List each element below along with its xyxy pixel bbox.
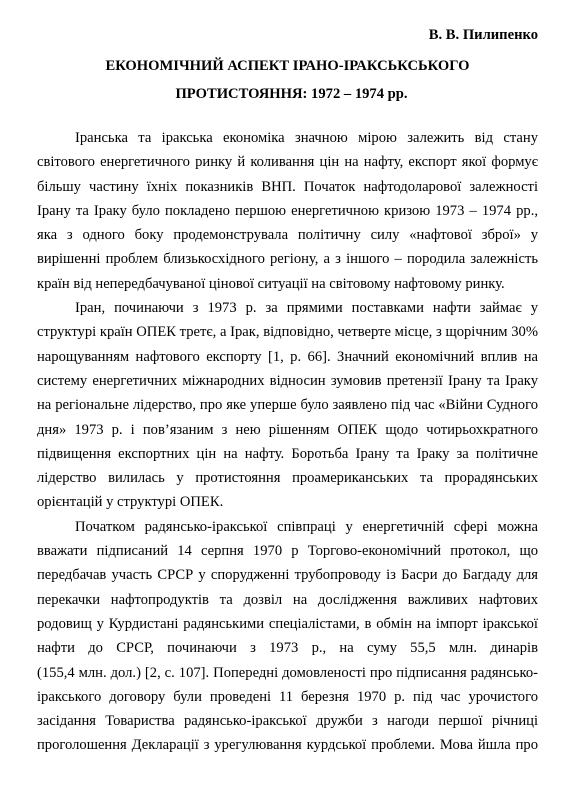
- text-line: Іран, починаючи з 1973 р. за прямими поставками нафти займає у: [75, 300, 538, 317]
- text-line: Ірану та Іраку було покладено першою енергетичною кризою 1973 – 1974 рр.,: [37, 202, 538, 219]
- article-body: [37, 126, 538, 758]
- author-name: В. В. Пилипенко: [428, 27, 538, 43]
- text-line: Іранська та іракська економіка значною мірою залежить від стану: [75, 130, 538, 146]
- text-line: підвищення експортних цін на нафту. Боротьба Ірану та Іраку за політичне: [37, 445, 538, 462]
- text-line: перекачки нафтопродуктів та дозвіл на дослідження важливих нафтових: [37, 591, 538, 608]
- text-line: засідання Товариства радянсько-іракської дружби з нагоди першої річниці: [37, 713, 538, 730]
- paragraph: [37, 296, 538, 515]
- text-line: вирішенні проблем близькосхідного регіону, а з іншого – породила залежність: [37, 251, 538, 268]
- text-line: вважати підписаний 14 серпня 1970 р Торгово-економічний протокол, що: [37, 543, 538, 560]
- text-line: дня» 1973 р. і пов’язаним з нею рішенням ОПЕК щодо чотирьохкратного: [37, 421, 538, 438]
- text-line: лідерство вилилась у протистояння проамериканських та прорадянських: [37, 470, 538, 487]
- text-line: іракського договору були проведені 11 березня 1970 р. під час урочистого: [37, 688, 538, 705]
- text-line: Початком радянсько-іракської співпраці у енергетичній сфері можна: [75, 518, 538, 535]
- title-line: ЕКОНОМІЧНИЙ АСПЕКТ ІРАНО-ІРАКСЬКСЬКОГО: [105, 58, 470, 74]
- text-line: більшу частину їхніх показників ВНП. Початок нафтодоларової залежності: [37, 178, 538, 195]
- text-line: родовищ у Курдистані радянськими спеціалістами, в обмін на імпорт іракської: [37, 615, 538, 632]
- text-line: нарощуванням нафтового експорту [1, р. 66]. Значний економічний вплив на: [37, 348, 538, 365]
- text-line: проголошення Декларації з урегулювання курдської проблеми. Мова йшла про: [37, 737, 538, 754]
- text-line: яка з одного боку продемонструвала політичну силу «нафтової зброї» у: [37, 227, 538, 244]
- text-line: нафти до СРСР, починаючи з 1973 р., на суму 55,5 млн. динарів: [37, 640, 538, 657]
- text-line: передбачав участь СРСР у спорудженні трубопроводу із Басри до Багдаду для: [37, 567, 538, 584]
- article-title: [0, 52, 575, 108]
- title-line: ПРОТИСТОЯННЯ: 1972 – 1974 рр.: [175, 86, 408, 102]
- text-line: на регіональне лідерство, про яке уперше було заявлено під час «Війни Судного: [37, 397, 538, 414]
- paragraph: [37, 126, 538, 296]
- text-line: (155,4 млн. дол.) [2, с. 107]. Попередні домовленості про підписання радянсько-: [37, 664, 538, 681]
- text-line: систему енергетичних міжнародних відносин зумовив претензії Ірану та Іраку: [37, 372, 538, 389]
- text-line: світового енергетичного ринку й коливання цін на нафту, експорт якої формує: [37, 154, 538, 171]
- text-line: країн від непередбачуваної цінової ситуації на світовому нафтовому ринку.: [37, 275, 505, 292]
- paragraph: [37, 515, 538, 758]
- text-line: структурі країн ОПЕК третє, а Ірак, відповідно, четверте місце, з щорічним 30%: [37, 324, 538, 341]
- text-line: орієнтацій у структурі ОПЕК.: [37, 494, 224, 511]
